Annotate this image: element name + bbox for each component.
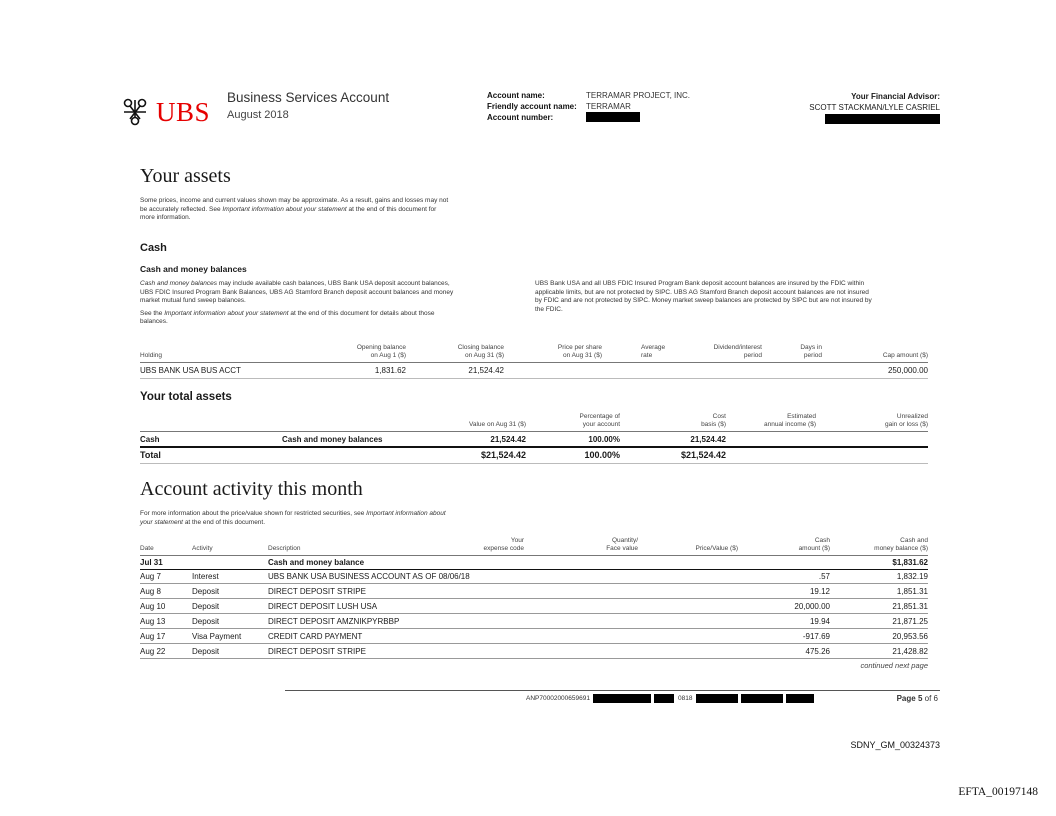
total-row-cost: 21,524.42 [690, 435, 726, 444]
footer-barcode-line [526, 693, 814, 703]
holding-cap: 250,000.00 [887, 366, 928, 375]
divider [140, 643, 928, 644]
continued-note: continued next page [860, 661, 928, 670]
advisor-info [760, 91, 940, 124]
holding-name: UBS BANK USA BUS ACCT [140, 366, 241, 375]
friendly-name-label: Friendly account name: [487, 102, 577, 111]
activity-balance: 21,428.82 [892, 647, 928, 656]
important-info-link[interactable]: Important information about [366, 510, 446, 517]
friendly-name-value: TERRAMAR [586, 102, 631, 111]
grand-total-value: $21,524.42 [480, 450, 526, 460]
activity-amount: .57 [818, 572, 830, 581]
divider [140, 613, 928, 614]
activity-date: Aug 22 [140, 647, 166, 656]
activity-date: Aug 17 [140, 632, 166, 641]
activity-amount: -917.69 [802, 632, 830, 641]
activity-date: Aug 8 [140, 587, 161, 596]
activity-description: Cash and money balance [268, 558, 365, 567]
total-assets-heading: Your total assets [140, 391, 232, 403]
activity-date: Aug 10 [140, 602, 166, 611]
cmb-description: Cash and money balances may include available cash balances, UBS Bank USA deposit account balances, UBS FDIC Insured Program Bank Balances, UBS AG Stamford Branch deposit account balances and money market mutual fund sweep balances. See the Important information about your statement at the end of this document for details about those balances. [140, 280, 454, 325]
footer-rule [285, 690, 940, 691]
col-days: Days in period [800, 344, 822, 359]
redaction-bar [654, 694, 674, 703]
advisor-label: Your Financial Advisor: [851, 92, 940, 101]
total-row-label: Cash [140, 435, 160, 444]
bates-number: SDNY_GM_00324373 [850, 740, 940, 750]
activity-amount: 19.94 [809, 617, 830, 626]
col-value: Value on Aug 31 ($) [469, 421, 526, 428]
account-info [487, 90, 690, 123]
col-percentage: Percentage of your account [579, 413, 620, 428]
account-name-value: TERRAMAR PROJECT, INC. [586, 91, 691, 100]
total-row-value: 21,524.42 [490, 435, 526, 444]
col-description: Description [268, 545, 301, 552]
redaction-bar [586, 112, 640, 122]
activity-balance: 1,832.19 [896, 572, 928, 581]
col-opening: Opening balance on Aug 1 ($) [356, 344, 406, 359]
col-money-balance: Cash and money balance ($) [874, 537, 928, 552]
activity-date: Aug 7 [140, 572, 161, 581]
divider [140, 598, 928, 599]
assets-title: Your assets [140, 165, 231, 187]
col-avg-rate: Average rate [641, 344, 666, 359]
divider [140, 446, 928, 448]
col-unrealized: Unrealized gain or loss ($) [885, 413, 928, 428]
logo-text: UBS [156, 96, 211, 127]
col-cost-basis: Cost basis ($) [701, 413, 726, 428]
col-est-income: Estimated annual income ($) [763, 413, 816, 428]
activity-description: DIRECT DEPOSIT LUSH USA [268, 602, 378, 611]
col-cash-amount: Cash amount ($) [798, 537, 830, 552]
divider [140, 628, 928, 629]
activity-balance: 21,871.25 [892, 617, 928, 626]
activity-description: DIRECT DEPOSIT AMZNIKPYRBBP [268, 617, 400, 626]
important-info-link[interactable]: Important information about your statement [164, 309, 289, 317]
activity-type: Interest [192, 572, 219, 581]
divider [140, 378, 928, 379]
col-activity: Activity [192, 545, 213, 552]
redaction-bar [825, 114, 940, 124]
account-name-label: Account name: [487, 91, 545, 100]
page-indicator: Page 5 of 6 [896, 694, 938, 703]
redaction-bar [741, 694, 783, 703]
col-cap: Cap amount ($) [882, 352, 928, 359]
redaction-bar [696, 694, 738, 703]
statement-title: Business Services Account [227, 90, 390, 105]
advisor-name: SCOTT STACKMAN/LYLE CASRIEL [809, 103, 940, 112]
divider [140, 583, 928, 584]
activity-type: Visa Payment [192, 632, 242, 641]
activity-description: UBS BANK USA BUSINESS ACCOUNT AS OF 08/06/18 [268, 572, 470, 581]
holding-closing: 21,524.42 [468, 366, 504, 375]
col-price-value: Price/Value ($) [695, 545, 738, 552]
divider [140, 362, 928, 363]
total-row-pct: 100.00% [588, 435, 620, 444]
col-date: Date [140, 545, 154, 552]
holding-opening: 1,831.62 [374, 366, 406, 375]
account-number-label: Account number: [487, 113, 554, 122]
grand-total-pct: 100.00% [584, 450, 620, 460]
fdic-notice: UBS Bank USA and all UBS FDIC Insured Program Bank deposit account balances are insured by the FDIC within applicable limits, but are not protected by SIPC. UBS AG Stamford Branch deposit account balances are not insured by FDIC and are not protected by SIPC. Money market sweep balances are protected by SIPC but are not insured by the FDIC. [535, 280, 872, 313]
col-expense-code: Your expense code [483, 537, 524, 552]
cmb-heading: Cash and money balances [140, 264, 247, 274]
col-price: Price per share on Aug 31 ($) [557, 344, 602, 359]
divider [140, 431, 928, 432]
activity-description: CREDIT CARD PAYMENT [268, 632, 363, 641]
efta-number: EFTA_00197148 [958, 786, 1038, 798]
activity-description: DIRECT DEPOSIT STRIPE [268, 647, 366, 656]
cash-heading: Cash [140, 242, 167, 254]
activity-title: Account activity this month [140, 478, 363, 500]
col-closing: Closing balance on Aug 31 ($) [457, 344, 504, 359]
assets-intro: Some prices, income and current values shown may be approximate. As a result, gains and losses may not be accurately reflected. See Important information about your statement at the end of this document for more information. [140, 197, 449, 221]
divider [140, 658, 928, 659]
activity-intro: For more information about the price/value shown for restricted securities, see Important information about your statement at the end of this document. [140, 510, 446, 526]
col-holding: Holding [140, 352, 163, 359]
activity-balance: 20,953.56 [892, 632, 928, 641]
activity-balance: 21,851.31 [892, 602, 928, 611]
divider [140, 463, 928, 464]
activity-amount: 19.12 [809, 587, 830, 596]
activity-type: Deposit [192, 602, 220, 611]
col-div-period: Dividend/interest period [713, 344, 762, 359]
ubs-keys-icon [118, 95, 152, 129]
activity-amount: 475.26 [805, 647, 830, 656]
important-info-link[interactable]: Important information about your statement [222, 205, 347, 213]
activity-balance: $1,831.62 [892, 558, 928, 567]
col-quantity: Quantity/ Face value [606, 537, 638, 552]
ubs-logo [118, 92, 218, 132]
grand-total-label: Total [140, 450, 161, 460]
statement-month: August 2018 [227, 109, 289, 121]
total-row-desc: Cash and money balances [282, 435, 383, 444]
activity-amount: 20,000.00 [794, 602, 830, 611]
redaction-bar [593, 694, 651, 703]
activity-balance: 1,851.31 [896, 587, 928, 596]
divider [140, 569, 928, 570]
activity-date: Jul 31 [140, 558, 163, 567]
statement-code: ANP70002000659691 [526, 694, 590, 702]
activity-type: Deposit [192, 617, 220, 626]
redaction-bar [786, 694, 814, 703]
statement-period-code: 0818 [677, 694, 693, 702]
divider [140, 555, 928, 556]
activity-type: Deposit [192, 647, 220, 656]
activity-description: DIRECT DEPOSIT STRIPE [268, 587, 366, 596]
grand-total-cost: $21,524.42 [680, 450, 726, 460]
activity-date: Aug 13 [140, 617, 166, 626]
activity-type: Deposit [192, 587, 220, 596]
